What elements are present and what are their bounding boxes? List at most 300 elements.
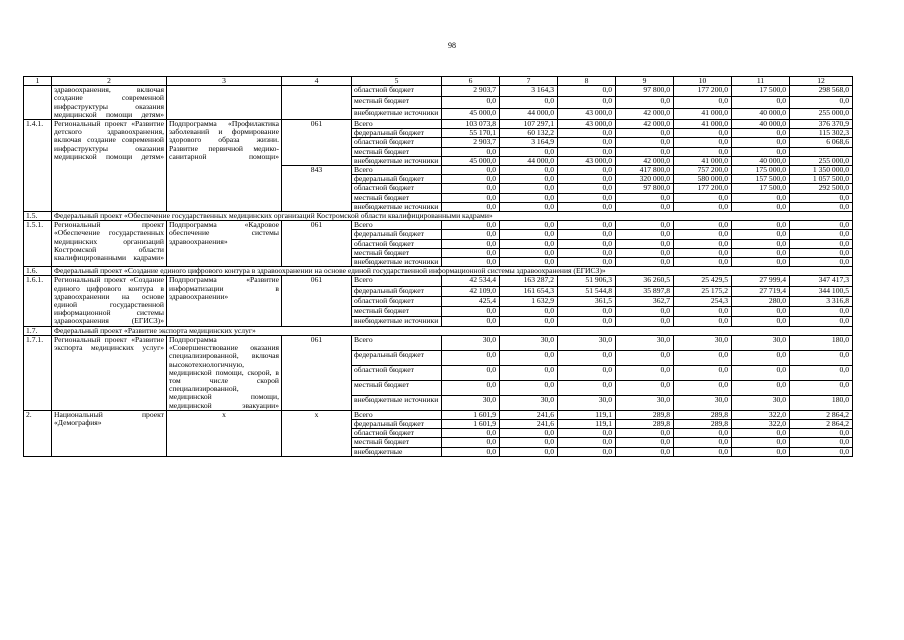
value-cell: 40 000,0	[732, 156, 790, 165]
source-cell: Всего	[352, 221, 442, 230]
code-cell: 061	[282, 120, 352, 166]
value-cell: 0,0	[790, 438, 853, 447]
value-cell: 1 057 500,0	[790, 175, 853, 184]
value-cell: 0,0	[674, 97, 732, 108]
source-cell: федеральный бюджет	[352, 350, 442, 365]
value-cell: 0,0	[558, 380, 616, 395]
value-cell: 0,0	[500, 248, 558, 257]
value-cell: 0,0	[732, 316, 790, 326]
section-title-cell: Федеральный проект «Развитие экспорта медицинских услуг»	[52, 326, 853, 335]
value-cell: 0,0	[616, 316, 674, 326]
value-cell: 0,0	[616, 97, 674, 108]
value-cell: 30,0	[442, 395, 500, 410]
value-cell: 0,0	[732, 438, 790, 447]
value-cell: 0,0	[558, 97, 616, 108]
value-cell: 0,0	[732, 202, 790, 211]
value-cell: 0,0	[442, 429, 500, 438]
value-cell: 255 000,0	[790, 156, 853, 165]
column-number-3: 3	[167, 77, 282, 86]
value-cell: 0,0	[442, 438, 500, 447]
value-cell: 0,0	[500, 316, 558, 326]
program-cell: Подпрограмма «Профилактика заболеваний и формирование здорового образа жизни. Развитие первичной медико-санитарной помощи»	[167, 120, 282, 212]
value-cell: 0,0	[790, 230, 853, 239]
value-cell: 0,0	[616, 239, 674, 248]
table-row	[24, 221, 853, 230]
value-cell: 0,0	[442, 147, 500, 156]
value-cell: 17 500,0	[732, 184, 790, 193]
value-cell: 0,0	[558, 138, 616, 147]
value-cell: 161 654,3	[500, 286, 558, 296]
value-cell: 425,4	[442, 296, 500, 306]
value-cell: 2 903,7	[442, 138, 500, 147]
value-cell: 0,0	[790, 316, 853, 326]
value-cell: 44 000,0	[500, 156, 558, 165]
value-cell: 43 000,0	[558, 120, 616, 129]
value-cell: 0,0	[732, 239, 790, 248]
section-title-cell: Федеральный проект «Создание единого цифрового контура в здравоохранении на основе единой государственной информационной системы здравоохранения (ЕГИСЗ)»	[52, 267, 853, 276]
value-cell: 0,0	[674, 429, 732, 438]
value-cell: 40 000,0	[732, 120, 790, 129]
value-cell: 0,0	[500, 365, 558, 380]
value-cell: 0,0	[500, 147, 558, 156]
value-cell: 3 316,8	[790, 296, 853, 306]
section-number-cell: 1.5.	[24, 212, 52, 221]
value-cell: 45 000,0	[442, 156, 500, 165]
value-cell: 0,0	[558, 258, 616, 267]
source-cell: местный бюджет	[352, 97, 442, 108]
value-cell: 361,5	[558, 296, 616, 306]
value-cell: 0,0	[732, 429, 790, 438]
value-cell: 0,0	[732, 221, 790, 230]
value-cell: 163 287,2	[500, 276, 558, 286]
program-cell: Подпрограмма «Совершенствование оказания специализированной, включая высокотехнологичную, медицинской помощи, скорой, в том числе скорой специализированной, медицинской помощи, медицинской эвакуации»	[167, 335, 282, 410]
value-cell: 0,0	[442, 202, 500, 211]
value-cell: 0,0	[500, 202, 558, 211]
project-name-cell: Региональный проект «Развитие экспорта медицинских услуг»	[52, 335, 167, 410]
value-cell: 0,0	[732, 380, 790, 395]
value-cell: 0,0	[732, 129, 790, 138]
program-cell	[167, 86, 282, 120]
value-cell: 0,0	[558, 129, 616, 138]
project-name-cell: Национальный проект «Демография»	[52, 410, 167, 456]
value-cell: 0,0	[732, 97, 790, 108]
source-cell: местный бюджет	[352, 306, 442, 316]
source-cell: областной бюджет	[352, 429, 442, 438]
value-cell: 0,0	[674, 230, 732, 239]
value-cell: 2 864,2	[790, 410, 853, 419]
value-cell: 0,0	[616, 221, 674, 230]
section-row	[24, 267, 853, 276]
value-cell: 0,0	[500, 258, 558, 267]
value-cell: 0,0	[616, 138, 674, 147]
program-cell: Подпрограмма «Развитие информатизации в здравоохранении»	[167, 276, 282, 326]
table-row	[24, 410, 853, 419]
value-cell: 0,0	[558, 175, 616, 184]
value-cell	[790, 147, 853, 156]
column-number-5: 5	[352, 77, 442, 86]
value-cell: 320 000,0	[616, 175, 674, 184]
value-cell: 580 000,0	[674, 175, 732, 184]
value-cell: 0,0	[674, 202, 732, 211]
value-cell: 292 500,0	[790, 184, 853, 193]
table-body	[24, 77, 853, 457]
value-cell: 417 800,0	[616, 166, 674, 175]
source-cell: внебюджетные источники	[352, 156, 442, 165]
value-cell: 41 000,0	[674, 108, 732, 119]
value-cell: 0,0	[616, 193, 674, 202]
value-cell: 180,0	[790, 395, 853, 410]
value-cell: 0,0	[558, 166, 616, 175]
value-cell: 0,0	[558, 202, 616, 211]
value-cell: 0,0	[790, 248, 853, 257]
column-number-2: 2	[52, 77, 167, 86]
value-cell: 0,0	[790, 258, 853, 267]
column-number-12: 12	[790, 77, 853, 86]
value-cell: 1 632,9	[500, 296, 558, 306]
value-cell: 0,0	[500, 306, 558, 316]
value-cell: 3 164,9	[500, 138, 558, 147]
value-cell: 0,0	[616, 447, 674, 456]
value-cell: 30,0	[616, 395, 674, 410]
source-cell: Всего	[352, 120, 442, 129]
value-cell: 97 800,0	[616, 86, 674, 97]
value-cell: 0,0	[442, 380, 500, 395]
value-cell: 241,6	[500, 419, 558, 428]
value-cell: 0,0	[674, 138, 732, 147]
code-cell	[282, 86, 352, 120]
value-cell: 30,0	[500, 395, 558, 410]
source-cell: федеральный бюджет	[352, 230, 442, 239]
value-cell: 0,0	[442, 248, 500, 257]
value-cell: 0,0	[558, 221, 616, 230]
source-cell: внебюджетные источники	[352, 316, 442, 326]
value-cell: 30,0	[558, 335, 616, 350]
value-cell: 0,0	[674, 350, 732, 365]
value-cell: 0,0	[674, 447, 732, 456]
value-cell: 0,0	[674, 221, 732, 230]
value-cell: 0,0	[558, 350, 616, 365]
row-number-cell: 1.6.1.	[24, 276, 52, 326]
value-cell: 42 534,4	[442, 276, 500, 286]
value-cell: 0,0	[674, 316, 732, 326]
value-cell: 55 170,1	[442, 129, 500, 138]
value-cell: 0,0	[674, 365, 732, 380]
value-cell: 36 260,5	[616, 276, 674, 286]
value-cell: 25 429,5	[674, 276, 732, 286]
value-cell: 0,0	[500, 166, 558, 175]
source-cell: федеральный бюджет	[352, 419, 442, 428]
value-cell: 0,0	[732, 447, 790, 456]
source-cell: внебюджетные источники	[352, 258, 442, 267]
value-cell: 0,0	[500, 447, 558, 456]
value-cell: 41 000,0	[674, 156, 732, 165]
program-cell: х	[167, 410, 282, 456]
value-cell: 0,0	[558, 365, 616, 380]
source-cell: областной бюджет	[352, 184, 442, 193]
value-cell: 0,0	[732, 258, 790, 267]
section-row	[24, 212, 853, 221]
value-cell: 180,0	[790, 335, 853, 350]
column-number-11: 11	[732, 77, 790, 86]
code-cell: х	[282, 410, 352, 456]
value-cell: 2 864,2	[790, 419, 853, 428]
row-number-cell: 1.4.1.	[24, 120, 52, 212]
code-cell: 061	[282, 221, 352, 267]
value-cell: 30,0	[442, 335, 500, 350]
source-cell: местный бюджет	[352, 438, 442, 447]
value-cell: 27 999,4	[732, 276, 790, 286]
value-cell: 0,0	[558, 248, 616, 257]
value-cell: 0,0	[674, 258, 732, 267]
value-cell: 0,0	[732, 138, 790, 147]
value-cell: 0,0	[442, 166, 500, 175]
value-cell: 42 109,0	[442, 286, 500, 296]
value-cell: 43 000,0	[558, 156, 616, 165]
value-cell: 280,0	[732, 296, 790, 306]
column-number-10: 10	[674, 77, 732, 86]
value-cell: 30,0	[732, 395, 790, 410]
project-name-cell: Региональный проект «Обеспечение государственных медицинских организаций Костромской области квалифицированными кадрами»	[52, 221, 167, 267]
code-cell: 843	[282, 166, 352, 212]
value-cell: 255 000,0	[790, 108, 853, 119]
value-cell: 0,0	[442, 221, 500, 230]
table-row	[24, 86, 853, 97]
value-cell: 40 000,0	[732, 108, 790, 119]
project-name-cell: здравоохранения, включая создание современной инфраструктуры оказания медицинской помощи детям»	[52, 86, 167, 120]
source-cell: областной бюджет	[352, 239, 442, 248]
value-cell: 0,0	[558, 429, 616, 438]
value-cell: 322,0	[732, 410, 790, 419]
value-cell: 0,0	[790, 350, 853, 365]
value-cell: 362,7	[616, 296, 674, 306]
value-cell: 30,0	[674, 335, 732, 350]
value-cell: 0,0	[558, 306, 616, 316]
table-row	[24, 276, 853, 286]
table-row	[24, 335, 853, 350]
value-cell: 0,0	[558, 193, 616, 202]
column-number-8: 8	[558, 77, 616, 86]
value-cell: 289,8	[616, 419, 674, 428]
value-cell: 344 100,5	[790, 286, 853, 296]
value-cell: 0,0	[442, 193, 500, 202]
project-name-cell: Региональный проект «Развитие детского здравоохранения, включая создание современной инфраструктуры оказания медицинской помощи детям»	[52, 120, 167, 212]
value-cell: 0,0	[500, 429, 558, 438]
value-cell: 30,0	[558, 395, 616, 410]
value-cell: 0,0	[790, 221, 853, 230]
value-cell: 0,0	[500, 97, 558, 108]
source-cell: Всего	[352, 166, 442, 175]
value-cell: 119,1	[558, 419, 616, 428]
value-cell: 254,3	[674, 296, 732, 306]
source-cell: местный бюджет	[352, 147, 442, 156]
value-cell: 0,0	[558, 147, 616, 156]
value-cell: 0,0	[500, 350, 558, 365]
source-cell: местный бюджет	[352, 193, 442, 202]
value-cell: 757 200,0	[674, 166, 732, 175]
source-cell: внебюджетные	[352, 447, 442, 456]
value-cell: 25 175,2	[674, 286, 732, 296]
value-cell: 289,8	[674, 410, 732, 419]
value-cell: 1 350 000,0	[790, 166, 853, 175]
value-cell: 0,0	[558, 184, 616, 193]
value-cell: 0,0	[616, 380, 674, 395]
value-cell: 0,0	[442, 316, 500, 326]
value-cell: 42 000,0	[616, 156, 674, 165]
value-cell: 119,1	[558, 410, 616, 419]
value-cell: 0,0	[674, 306, 732, 316]
value-cell: 0,0	[790, 193, 853, 202]
source-cell: областной бюджет	[352, 365, 442, 380]
source-cell: федеральный бюджет	[352, 129, 442, 138]
column-number-1: 1	[24, 77, 52, 86]
value-cell: 0,0	[616, 147, 674, 156]
column-number-4: 4	[282, 77, 352, 86]
value-cell: 2 903,7	[442, 86, 500, 97]
project-name-cell: Региональный проект «Создание единого цифрового контура в здравоохранении на основе единой государственной информационной системы здравоохранения (ЕГИСЗ)»	[52, 276, 167, 326]
value-cell: 45 000,0	[442, 108, 500, 119]
row-number-cell	[24, 86, 52, 120]
value-cell: 0,0	[732, 365, 790, 380]
value-cell: 0,0	[616, 248, 674, 257]
value-cell: 0,0	[442, 97, 500, 108]
code-cell: 061	[282, 276, 352, 326]
value-cell: 17 500,0	[732, 86, 790, 97]
value-cell: 103 073,8	[442, 120, 500, 129]
value-cell: 51 906,3	[558, 276, 616, 286]
value-cell: 177 200,0	[674, 86, 732, 97]
value-cell: 30,0	[732, 335, 790, 350]
row-number-cell: 1.7.1.	[24, 335, 52, 410]
program-cell: Подпрограмма «Кадровое обеспечение системы здравоохранения»	[167, 221, 282, 267]
value-cell: 0,0	[616, 429, 674, 438]
value-cell: 157 500,0	[732, 175, 790, 184]
value-cell: 35 897,8	[616, 286, 674, 296]
value-cell: 0,0	[442, 306, 500, 316]
value-cell: 0,0	[442, 258, 500, 267]
value-cell: 298 568,0	[790, 86, 853, 97]
source-cell: Всего	[352, 335, 442, 350]
value-cell: 0,0	[790, 447, 853, 456]
value-cell: 0,0	[558, 447, 616, 456]
value-cell: 0,0	[616, 350, 674, 365]
source-cell: федеральный бюджет	[352, 175, 442, 184]
value-cell: 42 000,0	[616, 108, 674, 119]
value-cell: 0,0	[790, 429, 853, 438]
table-row	[24, 120, 853, 129]
value-cell: 0,0	[732, 248, 790, 257]
value-cell: 0,0	[616, 129, 674, 138]
value-cell: 1 601,9	[442, 410, 500, 419]
value-cell: 0,0	[442, 350, 500, 365]
source-cell: областной бюджет	[352, 296, 442, 306]
value-cell: 0,0	[732, 147, 790, 156]
value-cell: 107 297,1	[500, 120, 558, 129]
column-number-9: 9	[616, 77, 674, 86]
value-cell: 0,0	[616, 202, 674, 211]
section-number-cell: 1.7.	[24, 326, 52, 335]
value-cell: 175 000,0	[732, 166, 790, 175]
value-cell: 0,0	[442, 365, 500, 380]
source-cell: внебюджетные источники	[352, 108, 442, 119]
value-cell: 0,0	[500, 184, 558, 193]
value-cell: 0,0	[442, 230, 500, 239]
source-cell: местный бюджет	[352, 248, 442, 257]
value-cell: 0,0	[732, 230, 790, 239]
value-cell: 0,0	[616, 438, 674, 447]
value-cell: 0,0	[674, 380, 732, 395]
value-cell: 0,0	[500, 175, 558, 184]
value-cell: 177 200,0	[674, 184, 732, 193]
value-cell: 43 000,0	[558, 108, 616, 119]
source-cell: местный бюджет	[352, 380, 442, 395]
value-cell: 0,0	[732, 193, 790, 202]
column-number-6: 6	[442, 77, 500, 86]
value-cell: 0,0	[500, 438, 558, 447]
value-cell: 42 000,0	[616, 120, 674, 129]
value-cell: 0,0	[790, 306, 853, 316]
value-cell: 0,0	[500, 221, 558, 230]
value-cell: 0,0	[558, 239, 616, 248]
value-cell: 0,0	[442, 447, 500, 456]
value-cell: 0,0	[500, 193, 558, 202]
value-cell: 0,0	[674, 248, 732, 257]
value-cell: 1 601,9	[442, 419, 500, 428]
value-cell: 0,0	[500, 239, 558, 248]
section-number-cell: 1.6.	[24, 267, 52, 276]
value-cell: 0,0	[790, 365, 853, 380]
value-cell: 0,0	[790, 380, 853, 395]
value-cell: 0,0	[558, 316, 616, 326]
value-cell: 0,0	[674, 193, 732, 202]
source-cell: областной бюджет	[352, 86, 442, 97]
value-cell: 0,0	[616, 365, 674, 380]
budget-table	[23, 76, 853, 457]
value-cell: 97 800,0	[616, 184, 674, 193]
value-cell: 0,0	[442, 184, 500, 193]
row-number-cell: 1.5.1.	[24, 221, 52, 267]
value-cell: 289,8	[616, 410, 674, 419]
value-cell: 376 370,9	[790, 120, 853, 129]
value-cell: 322,0	[732, 419, 790, 428]
value-cell: 289,8	[674, 419, 732, 428]
value-cell: 6 068,6	[790, 138, 853, 147]
value-cell: 0,0	[674, 438, 732, 447]
value-cell: 30,0	[616, 335, 674, 350]
source-cell: Всего	[352, 410, 442, 419]
value-cell: 30,0	[500, 335, 558, 350]
value-cell: 0,0	[674, 239, 732, 248]
source-cell: Всего	[352, 276, 442, 286]
value-cell: 347 417,3	[790, 276, 853, 286]
value-cell: 0,0	[500, 230, 558, 239]
row-number-cell: 2.	[24, 410, 52, 456]
value-cell: 41 000,0	[674, 120, 732, 129]
value-cell: 0,0	[790, 202, 853, 211]
section-title-cell: Федеральный проект «Обеспечение государственных медицинских организаций Костромской области квалифицированными кадрами»	[52, 212, 853, 221]
value-cell: 0,0	[732, 306, 790, 316]
value-cell: 44 000,0	[500, 108, 558, 119]
value-cell: 0,0	[442, 239, 500, 248]
value-cell: 0,0	[790, 239, 853, 248]
value-cell: 241,6	[500, 410, 558, 419]
section-row	[24, 326, 853, 335]
header-row	[24, 77, 853, 86]
source-cell: внебюджетные источники	[352, 395, 442, 410]
source-cell: внебюджетные источники	[352, 202, 442, 211]
value-cell: 0,0	[674, 147, 732, 156]
code-cell: 061	[282, 335, 352, 410]
value-cell: 0,0	[558, 230, 616, 239]
